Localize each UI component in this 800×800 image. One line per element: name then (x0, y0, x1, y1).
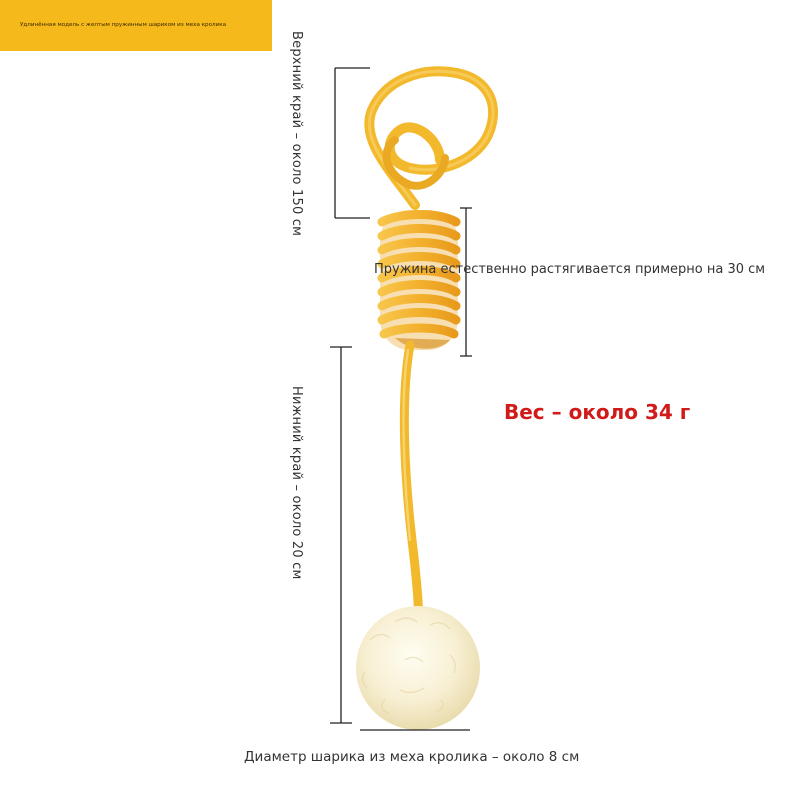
banner-text: Удлинённая модель с желтым пружинным шариком из меха кролика (20, 22, 227, 28)
lower-edge-bracket (330, 347, 352, 723)
lower-edge-label: Нижний край – около 20 см (289, 386, 304, 580)
spring-coil (380, 210, 458, 350)
spring-bracket (460, 208, 472, 356)
weight-label: Вес – около 34 г (504, 400, 691, 424)
cord-loop (369, 71, 493, 205)
upper-edge-label: Верхний край – около 150 см (289, 31, 304, 237)
spring-stretch-label: Пружина естественно растягивается примерно на 30 см (374, 262, 766, 277)
hanging-cord (404, 345, 419, 640)
ball-diameter-label: Диаметр шарика из меха кролика – около 8 см (244, 749, 580, 765)
title-banner (0, 0, 272, 51)
upper-edge-bracket (335, 68, 370, 218)
fur-ball (356, 606, 480, 730)
